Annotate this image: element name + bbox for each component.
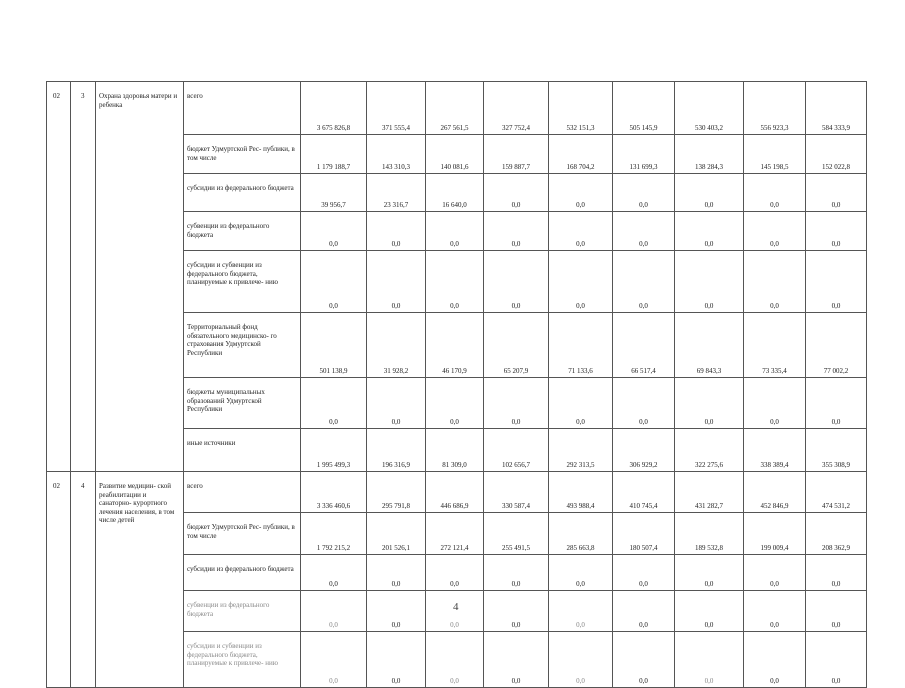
- source-label: Территориальный фонд обязательного медицинско- го страхования Удмуртской Республики: [184, 313, 301, 378]
- value-cell: 0,0: [549, 212, 613, 251]
- source-label: субвенции из федерального бюджета: [184, 212, 301, 251]
- value-cell: 131 699,3: [613, 135, 675, 174]
- value-cell: 0,0: [367, 632, 426, 688]
- funding-table: [46, 81, 867, 688]
- source-label: бюджет Удмуртской Рес- публики, в том числе: [184, 135, 301, 174]
- value-cell: 81 309,0: [426, 429, 484, 472]
- value-cell: 410 745,4: [613, 472, 675, 513]
- value-cell: 0,0: [613, 555, 675, 591]
- value-cell: 584 333,9: [806, 82, 867, 135]
- value-cell: 168 704,2: [549, 135, 613, 174]
- value-cell: 530 403,2: [675, 82, 744, 135]
- value-cell: 1 792 215,2: [301, 513, 367, 555]
- value-cell: 431 282,7: [675, 472, 744, 513]
- value-cell: 0,0: [744, 632, 806, 688]
- value-cell: 0,0: [301, 378, 367, 429]
- value-cell: 140 081,6: [426, 135, 484, 174]
- source-label: субсидии из федерального бюджета: [184, 174, 301, 212]
- subprogram-code: 02: [47, 472, 71, 688]
- value-cell: 0,0: [744, 555, 806, 591]
- subprogram-name: Охрана здоровья матери и ребенка: [96, 82, 184, 472]
- value-cell: 501 138,9: [301, 313, 367, 378]
- value-cell: 493 988,4: [549, 472, 613, 513]
- value-cell: 77 002,2: [806, 313, 867, 378]
- value-cell: 180 507,4: [613, 513, 675, 555]
- value-cell: 0,0: [301, 555, 367, 591]
- value-cell: 285 663,8: [549, 513, 613, 555]
- value-cell: 0,0: [744, 174, 806, 212]
- value-cell: 272 121,4: [426, 513, 484, 555]
- value-cell: 446 686,9: [426, 472, 484, 513]
- page-number: 4: [453, 601, 459, 613]
- value-cell: 0,0: [675, 174, 744, 212]
- source-label: субсидии и субвенции из федерального бюджета, планируемые к привлече- нию: [184, 632, 301, 688]
- value-cell: 292 313,5: [549, 429, 613, 472]
- value-cell: 152 022,8: [806, 135, 867, 174]
- value-cell: 0,0: [484, 555, 549, 591]
- value-cell: 532 151,3: [549, 82, 613, 135]
- value-cell: 330 587,4: [484, 472, 549, 513]
- subprogram-number: 4: [71, 472, 96, 688]
- value-cell: 0,0: [744, 212, 806, 251]
- value-cell: 267 561,5: [426, 82, 484, 135]
- value-cell: 0,0: [484, 378, 549, 429]
- value-cell: 0,0: [367, 251, 426, 313]
- value-cell: 0,0: [806, 378, 867, 429]
- value-cell: 16 640,0: [426, 174, 484, 212]
- value-cell: 0,0: [613, 174, 675, 212]
- value-cell: 0,0: [484, 212, 549, 251]
- value-cell: 0,0: [301, 632, 367, 688]
- value-cell: 556 923,3: [744, 82, 806, 135]
- value-cell: 0,0: [744, 591, 806, 632]
- value-cell: 0,0: [549, 632, 613, 688]
- value-cell: 0,0: [675, 251, 744, 313]
- value-cell: 159 887,7: [484, 135, 549, 174]
- value-cell: 46 170,9: [426, 313, 484, 378]
- value-cell: 327 752,4: [484, 82, 549, 135]
- value-cell: 322 275,6: [675, 429, 744, 472]
- value-cell: 0,0: [426, 555, 484, 591]
- value-cell: 71 133,6: [549, 313, 613, 378]
- value-cell: 338 389,4: [744, 429, 806, 472]
- funding-table-container: [46, 81, 866, 688]
- value-cell: 0,0: [549, 555, 613, 591]
- value-cell: 0,0: [484, 632, 549, 688]
- value-cell: 371 555,4: [367, 82, 426, 135]
- value-cell: 3 675 826,8: [301, 82, 367, 135]
- value-cell: 0,0: [301, 212, 367, 251]
- value-cell: 0,0: [744, 251, 806, 313]
- value-cell: 0,0: [426, 378, 484, 429]
- subprogram-number: 3: [71, 82, 96, 472]
- value-cell: 505 145,9: [613, 82, 675, 135]
- value-cell: 65 207,9: [484, 313, 549, 378]
- value-cell: 1 995 499,3: [301, 429, 367, 472]
- source-label: всего: [184, 82, 301, 135]
- value-cell: 69 843,3: [675, 313, 744, 378]
- value-cell: 0,0: [484, 591, 549, 632]
- source-label: бюджеты муниципальных образований Удмуртской Республики: [184, 378, 301, 429]
- value-cell: 0,0: [426, 591, 484, 632]
- value-cell: 0,0: [613, 251, 675, 313]
- value-cell: 0,0: [806, 591, 867, 632]
- value-cell: 0,0: [806, 251, 867, 313]
- value-cell: 295 791,8: [367, 472, 426, 513]
- value-cell: 0,0: [675, 212, 744, 251]
- subprogram-name: Развитие медицин- ской реабилитации и санаторно- курортного лечения населения, в том числе детей: [96, 472, 184, 688]
- value-cell: 208 362,9: [806, 513, 867, 555]
- value-cell: 474 531,2: [806, 472, 867, 513]
- value-cell: 0,0: [744, 378, 806, 429]
- value-cell: 0,0: [367, 591, 426, 632]
- value-cell: 0,0: [426, 212, 484, 251]
- value-cell: 306 929,2: [613, 429, 675, 472]
- value-cell: 23 316,7: [367, 174, 426, 212]
- source-label: всего: [184, 472, 301, 513]
- value-cell: 0,0: [675, 632, 744, 688]
- value-cell: 255 491,5: [484, 513, 549, 555]
- value-cell: 0,0: [613, 591, 675, 632]
- value-cell: 145 198,5: [744, 135, 806, 174]
- value-cell: 0,0: [675, 378, 744, 429]
- value-cell: 0,0: [549, 378, 613, 429]
- value-cell: 1 179 188,7: [301, 135, 367, 174]
- subprogram-code: 02: [47, 82, 71, 472]
- value-cell: 0,0: [301, 591, 367, 632]
- value-cell: 201 526,1: [367, 513, 426, 555]
- value-cell: 31 928,2: [367, 313, 426, 378]
- value-cell: 0,0: [806, 212, 867, 251]
- value-cell: 73 335,4: [744, 313, 806, 378]
- value-cell: 39 956,7: [301, 174, 367, 212]
- value-cell: 0,0: [367, 378, 426, 429]
- value-cell: 0,0: [806, 174, 867, 212]
- value-cell: 102 656,7: [484, 429, 549, 472]
- value-cell: 0,0: [549, 174, 613, 212]
- source-label: бюджет Удмуртской Рес- публики, в том числе: [184, 513, 301, 555]
- table-row: [47, 82, 867, 135]
- value-cell: 355 308,9: [806, 429, 867, 472]
- value-cell: 189 532,8: [675, 513, 744, 555]
- value-cell: 0,0: [549, 251, 613, 313]
- value-cell: 66 517,4: [613, 313, 675, 378]
- value-cell: 0,0: [484, 174, 549, 212]
- value-cell: 0,0: [806, 555, 867, 591]
- value-cell: 0,0: [367, 555, 426, 591]
- value-cell: 0,0: [675, 591, 744, 632]
- value-cell: 199 009,4: [744, 513, 806, 555]
- table-row: [47, 472, 867, 513]
- source-label: субсидии из федерального бюджета: [184, 555, 301, 591]
- value-cell: 143 310,3: [367, 135, 426, 174]
- value-cell: 452 846,9: [744, 472, 806, 513]
- value-cell: 0,0: [426, 251, 484, 313]
- value-cell: 0,0: [675, 555, 744, 591]
- value-cell: 3 336 460,6: [301, 472, 367, 513]
- value-cell: 0,0: [484, 251, 549, 313]
- source-label: иные источники: [184, 429, 301, 472]
- value-cell: 0,0: [613, 378, 675, 429]
- value-cell: 196 316,9: [367, 429, 426, 472]
- value-cell: 0,0: [613, 632, 675, 688]
- value-cell: 138 284,3: [675, 135, 744, 174]
- value-cell: 0,0: [549, 591, 613, 632]
- source-label: субвенции из федерального бюджета: [184, 591, 301, 632]
- value-cell: 0,0: [367, 212, 426, 251]
- value-cell: 0,0: [301, 251, 367, 313]
- value-cell: 0,0: [426, 632, 484, 688]
- value-cell: 0,0: [613, 212, 675, 251]
- source-label: субсидии и субвенции из федерального бюджета, планируемые к привлече- нию: [184, 251, 301, 313]
- value-cell: 0,0: [806, 632, 867, 688]
